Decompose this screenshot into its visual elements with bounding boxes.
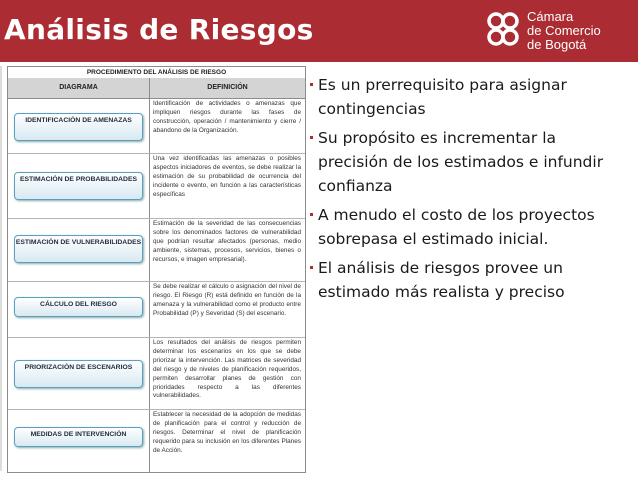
header-diagrama: DIAGRAMA (59, 84, 98, 91)
procedure-table-image (7, 66, 306, 473)
logo-line-1: Cámara (527, 9, 574, 24)
step-definition: Se debe realizar el cálculo o asignación del nivel de riesgo. El Riesgo (R) está definido en función de la amenaza y la vulnerabilidad como el producto entre Probabilidad (P) y Severidad (S) del escenario. (153, 283, 301, 317)
table-row (8, 99, 305, 154)
step-label: CÁLCULO DEL RIESGO (40, 301, 117, 308)
step-label: IDENTIFICACIÓN DE AMENAZAS (25, 117, 132, 124)
bullet-item: Es un prerrequisito para asignar contingencias (310, 73, 628, 121)
table-header (8, 78, 305, 99)
step-label: MEDIDAS DE INTERVENCIÓN (30, 431, 127, 438)
table-row (8, 154, 305, 219)
step-box (14, 172, 143, 200)
bullet-item: Su propósito es incrementar la precisión de los estimados e infundir confianza (310, 126, 628, 198)
table-row (8, 338, 305, 410)
logo-line-2: de Comercio (527, 23, 601, 38)
slide-title: Análisis de Riesgos (4, 13, 314, 46)
step-box (14, 427, 143, 447)
bullet-item: El análisis de riesgos provee un estimado más realista y preciso (310, 256, 628, 304)
step-label: ESTIMACIÓN DE PROBABILIDADES (19, 176, 138, 183)
step-box (14, 360, 143, 388)
logo-line-3: de Bogotá (527, 37, 587, 52)
step-definition: Estimación de la severidad de las consecuencias sobre los denominados factores de vulnerabilidad que podrían resultar afectados (personas, medio ambiente, sistemas, procesos, servicios, bienes o recursos, e imagen empresarial). (153, 220, 301, 263)
step-box (14, 113, 143, 141)
table-row (8, 282, 305, 338)
step-definition: Identificación de actividades o amenazas que impliquen riesgos durante las fases de construcción, operación / mantenimiento y cierre / abandono de la Organización. (153, 100, 301, 134)
title-bar (0, 0, 638, 62)
step-box (14, 235, 143, 263)
logo-text (527, 10, 601, 52)
bullet-item: A menudo el costo de los proyectos sobrepasa el estimado inicial. (310, 203, 628, 251)
step-definition: Una vez identificadas las amenazas o posibles aspectos iniciadores de eventos, se debe realizar la estimación de su probabilidad de ocurrencia del incidente o evento, en función a las características específicas (153, 155, 301, 198)
table-row (8, 410, 305, 472)
step-label: PRIORIZACIÓN DE ESCENARIOS (24, 364, 133, 371)
table-title: PROCEDIMIENTO DEL ANÁLISIS DE RIESGO (8, 67, 305, 79)
header-definicion: DEFINICIÓN (207, 84, 248, 91)
table-row (8, 219, 305, 282)
left-edge (0, 66, 2, 471)
step-definition: Establecer la necesidad de la adopción de medidas de planificación para el control y reducción de riesgos. Determinar el nivel de planificación requerido para su inclusión en los diferentes Planes de Acción. (153, 411, 301, 454)
bullet-list (310, 73, 628, 309)
step-box (14, 297, 143, 317)
logo-icon (483, 9, 523, 49)
step-label: ESTIMACIÓN DE VULNERABILIDADES (15, 239, 142, 246)
step-definition: Los resultados del análisis de riesgos permiten determinar los escenarios en los que se debe priorizar la intervención. Las matrices de severidad del riesgo y de niveles de planificación requeridos, permiten desarrollar planes de gestión con prioridades respecto a las diferentes vulnerabilidades. (153, 339, 301, 400)
